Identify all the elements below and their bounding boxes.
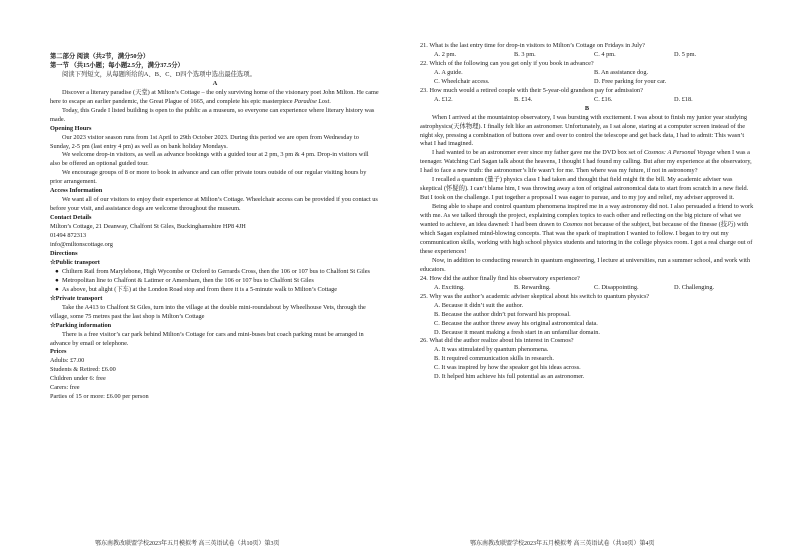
private-transport-heading: ☆Private transport <box>50 294 103 302</box>
intro-paragraph-1: Discover a literary paradise (天堂) at Milton’s Cottage – the only surviving home of the visionary poet John Milton. He came here to escape an earlier pandemic, the Great Plague of 1665, and complete his epic masterpiece Paradise Lost. <box>50 88 379 105</box>
section-heading: 第二部分 阅读（共2节，满分50分） <box>50 53 150 60</box>
option: D. 5 pm. <box>674 50 697 58</box>
option: A. 2 pm. <box>434 50 457 58</box>
option: D. £18. <box>674 95 693 103</box>
intro-paragraph-2: Today, this Grade I listed building is open to the public as a museum, so everyone can experience where literary history was made. <box>50 106 375 123</box>
option: B. £14. <box>514 95 533 103</box>
contact-heading: Contact Details <box>50 214 92 222</box>
option: C. 4 pm. <box>594 50 616 58</box>
question-23: 23. How much would a retired couple with their 5-year-old grandson pay for admission? <box>420 86 644 94</box>
option: B. 3 pm. <box>514 50 536 58</box>
option: C. £16. <box>594 95 613 103</box>
access-paragraph: We want all of our visitors to enjoy their experience at Milton’s Cottage. Wheelchair access can be provided if you contact us before your visit, and assistance dogs are welcome throughout the museum. <box>50 196 378 213</box>
parking-heading: ☆Parking information <box>50 321 112 329</box>
passage-b-label: B <box>584 104 590 112</box>
price-line: Children under 6: free <box>50 375 106 383</box>
passage-b-paragraph-2: I had wanted to be an astronomer ever since my father gave me the DVD box set of Cosmos: A Personal Voyage when I was a teenager. Watching Carl Sagan talk about the heavens, I thought I had found my calling. But after my experience at the observatory, I had to face a new truth: the astronomer’s life wasn’t for me. Then where was my future, if not in astronomy? <box>420 149 752 175</box>
bullet-icon: ● <box>55 267 59 275</box>
option: D. It helped him achieve his full potential as an astronomer. <box>434 373 585 381</box>
access-heading: Access Information <box>50 187 103 195</box>
question-22-options-row-2 <box>420 78 754 87</box>
option: D. Because it meant making a fresh start in an unfamiliar domain. <box>434 328 600 336</box>
question-25: 25. Why was the author’s academic adviser skeptical about his switch to quantum physics? <box>420 292 650 300</box>
footer-right: 鄂东南教改联盟学校2023年五月模拟考 高三英语试卷（共10页）第4页 <box>470 541 655 547</box>
prices-heading: Prices <box>50 348 67 356</box>
option: A. Because it didn’t suit the author. <box>434 301 524 309</box>
option: C. Wheelchair access. <box>434 77 490 85</box>
private-transport-paragraph: Take the A413 to Chalfont St Giles, turn into the village at the double mini-roundabout by Wheelhouse Vets, through the village, some 75 metres past the last shop is Milton’s Cottage <box>50 303 366 320</box>
public-transport-item-3: ● As above, but alight (下车) at the London Road stop and from there it is a 5-minute walk to Milton’s Cottage <box>55 285 338 293</box>
price-line: Carers: free <box>50 384 80 392</box>
option: A. £12. <box>434 95 453 103</box>
question-21: 21. What is the last entry time for drop-in visitors to Milton’s Cottage on Fridays in July? <box>420 42 645 49</box>
option: C. Disappointing. <box>594 283 639 291</box>
option: A. Exciting. <box>434 283 465 291</box>
price-line: Students & Retired: £6.00 <box>50 366 116 374</box>
price-line: Adults: £7.00 <box>50 357 85 365</box>
passage-b-paragraph-5: Now, in addition to conducting research in quantum engineering, I lecture at universities, run a summer school, and work with educators. <box>420 256 751 273</box>
public-transport-item-1: ● Chiltern Rail from Marylebone, High Wycombe or Oxford to Gerrards Cross, then the 106 or 107 bus to Chalfont St Giles <box>55 267 370 275</box>
email: info@miltonscottage.org <box>50 241 113 249</box>
passage-a-label: A <box>212 79 218 87</box>
part-heading: 第一节 （共15小题；每小题2.5分，满分37.5分） <box>50 61 184 69</box>
option: C. It was inspired by how the speaker got his ideas across. <box>434 364 581 372</box>
passage-b-paragraph-1: When I arrived at the mountaintop observatory, I was bursting with excitement. I was about to finish my junior year studying astrophysics(天体物理). I finally felt like an astronomer. Unfortunately, as I sat alone, staring at a computer screen instead of the night sky, pressing a combination of buttons over and over to control the telescope and get back data, I had to admit: This wasn’t what I had imagined. <box>420 113 748 148</box>
address: Milton’s Cottage, 21 Deanway, Chalfont St Giles, Buckinghamshire HP8 4JH <box>50 223 246 231</box>
parking-paragraph: There is a free visitor’s car park behind Milton’s Cottage for cars and mini-buses but coach parking must be arranged in advance by email or telephone. <box>50 330 364 347</box>
bullet-icon: ● <box>55 285 59 293</box>
question-26: 26. What did the author realize about his interest in Cosmos? <box>420 337 574 345</box>
directions-heading: Directions <box>50 249 78 257</box>
question-22: 22. Which of the following can you get only if you book in advance? <box>420 59 594 67</box>
public-transport-item-2: ● Metropolitan line to Chalfont & Latimer or Amersham, then the 106 or 107 bus to Chalfont St Giles <box>55 276 314 284</box>
option: D. Challenging. <box>674 283 715 291</box>
option: B. Because the author didn’t put forward his proposal. <box>434 310 571 318</box>
option: D. Free parking for your car. <box>594 77 667 85</box>
footer-left: 鄂东南教改联盟学校2023年五月模拟考 高三英语试卷（共10页）第3页 <box>95 541 280 547</box>
hours-paragraph-2: We welcome drop-in visitors, as well as advance bookings with a guided tour at 2 pm, 3 pm & 4 pm. Drop-in visitors will also be offered an optional guided tour. <box>50 151 369 168</box>
question-24-options <box>420 284 754 293</box>
instruction: 阅读下列短文，从每题所给的A、B、C、D四个选项中选出最佳选项。 <box>62 70 256 78</box>
hours-paragraph-3: We encourage groups of 8 or more to book in advance and can offer private tours outside of our regular visiting hours by prior arrangement. <box>50 169 367 186</box>
option: A. It was stimulated by quantum phenomena. <box>434 346 549 354</box>
hours-paragraph-1: Our 2023 visitor season runs from 1st April to 29th October 2023. During this period we are open from Wednesday to Sunday, 2-5 pm (last entry 4 pm) as well as on bank holiday Mondays. <box>50 133 359 150</box>
option: B. Rewarding. <box>514 283 551 291</box>
price-line: Parties of 15 or more: £6.00 per person <box>50 393 149 401</box>
question-22-options-row-1 <box>420 69 754 78</box>
public-transport-heading: ☆Public transport <box>50 258 100 266</box>
right-column <box>420 0 754 382</box>
passage-b-paragraph-3: I recalled a quantum (量子) physics class I had taken and thought that field might fit the bill. My academic adviser was skeptical (怀疑的). I can’t blame him, I was throwing away a ton of original astronomical data to start from scratch in a new field. But I took on the challenge. I put together a proposal I was eager to pursue, and to my joy and relief, my adviser approved it. <box>420 176 749 202</box>
option: A. A guide. <box>434 68 463 76</box>
option: B. An assistance dog. <box>594 68 649 76</box>
question-21-options <box>420 51 754 60</box>
question-24: 24. How did the author finally find his observatory experience? <box>420 274 580 282</box>
option: C. Because the author threw away his original astronomical data. <box>434 319 598 327</box>
question-23-options <box>420 96 754 105</box>
bullet-icon: ● <box>55 276 59 284</box>
left-column <box>50 0 380 402</box>
opening-hours-heading: Opening Hours <box>50 124 92 132</box>
option: B. It required communication skills in research. <box>434 355 554 363</box>
phone: 01494 872313 <box>50 232 87 240</box>
passage-b-paragraph-4: Being able to shape and control quantum phenomena inspired me in a way astronomy did not. I also persuaded a friend to work with me. As we talked through the project, explaining complex topics to each other and reflecting on the big picture of what we wanted to achieve, an idea dawned: I had been drawn to Cosmos not because of the subject, but because of the finesse (技巧) with which Sagan explained mind-blowing concepts. That was the spark of inspiration I wanted to follow. I began to try out my communication skills, working with high school physics students and tutoring in the college physics room. I got a real charge out of these experiences! <box>420 203 754 255</box>
